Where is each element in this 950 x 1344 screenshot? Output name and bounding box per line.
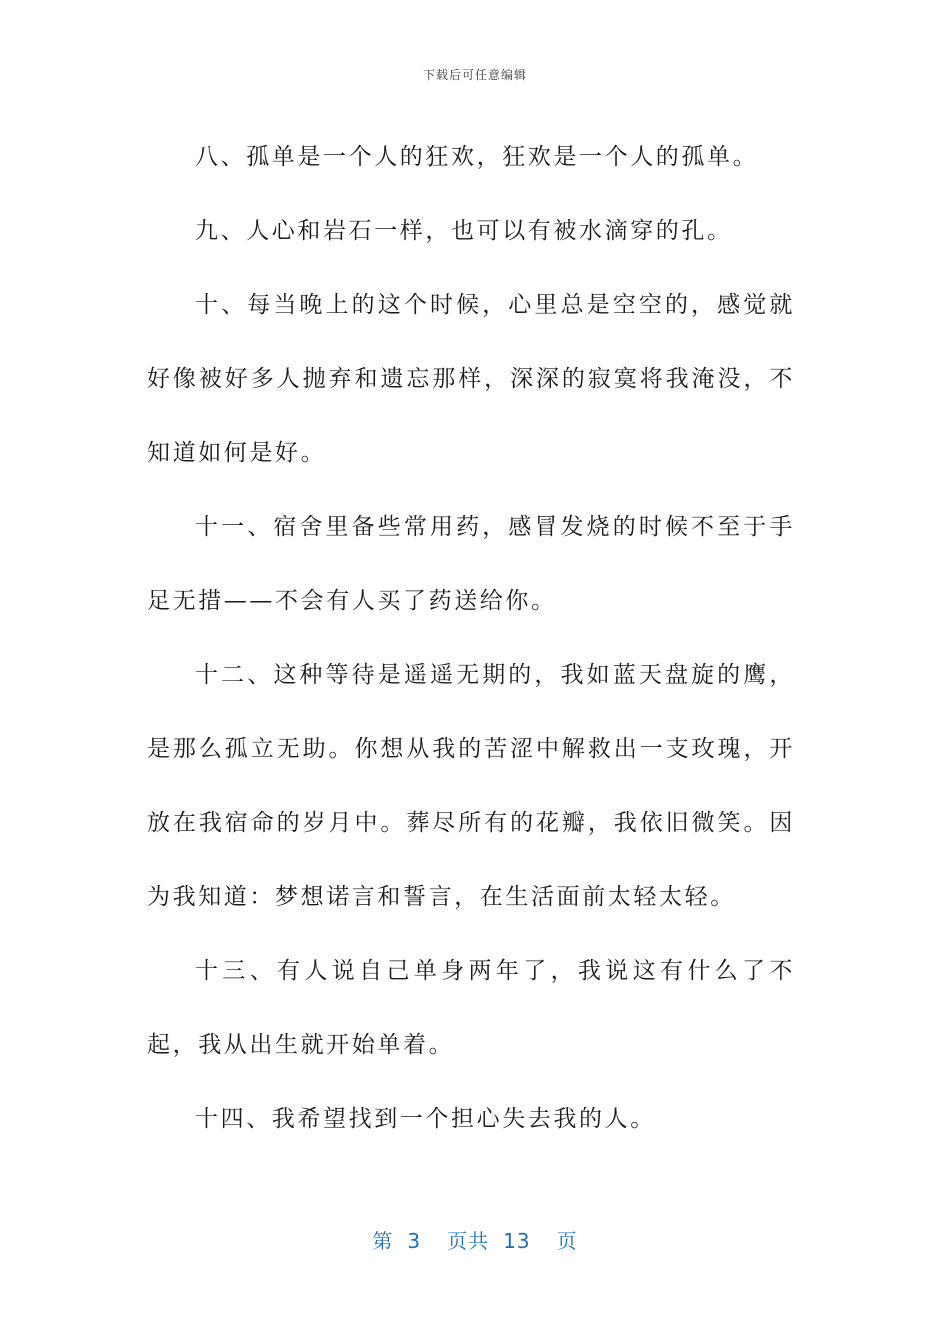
page-header-note: 下载后可任意编辑 (422, 68, 527, 82)
footer-suffix: 页 (556, 1229, 578, 1253)
paragraph-10: 十、每当晚上的这个时候，心里总是空空的，感觉就好像被好多人抛弃和遗忘那样，深深的寂寞将我淹没，不知道如何是好。 (147, 292, 795, 466)
paragraph-8: 八、孤单是一个人的狂欢，狂欢是一个人的孤单。 (195, 144, 759, 170)
paragraph-9: 九、人心和岩石一样，也可以有被水滴穿的孔。 (195, 218, 733, 244)
page-footer (0, 1225, 950, 1254)
paragraph-12: 十二、这种等待是遥遥无期的，我如蓝天盘旋的鹰，是那么孤立无助。你想从我的苦涩中解救出一支玫瑰，开放在我宿命的岁月中。葬尽所有的花瓣，我依旧微笑。因为我知道：梦想诺言和誓言，在生活面前太轻太轻。 (147, 662, 795, 910)
paragraph-14: 十四、我希望找到一个担心失去我的人。 (195, 1106, 656, 1132)
paragraph-13: 十三、有人说自己单身两年了，我说这有什么了不起，我从出生就开始单着。 (147, 958, 795, 1058)
footer-total-pages: 13 (503, 1229, 531, 1253)
footer-prefix: 第 (372, 1229, 394, 1253)
footer-middle: 页共 (447, 1229, 490, 1253)
footer-current-page: 3 (407, 1229, 422, 1253)
paragraph-11: 十一、宿舍里备些常用药，感冒发烧的时候不至于手足无措——不会有人买了药送给你。 (147, 514, 795, 614)
document-body (147, 120, 795, 1156)
